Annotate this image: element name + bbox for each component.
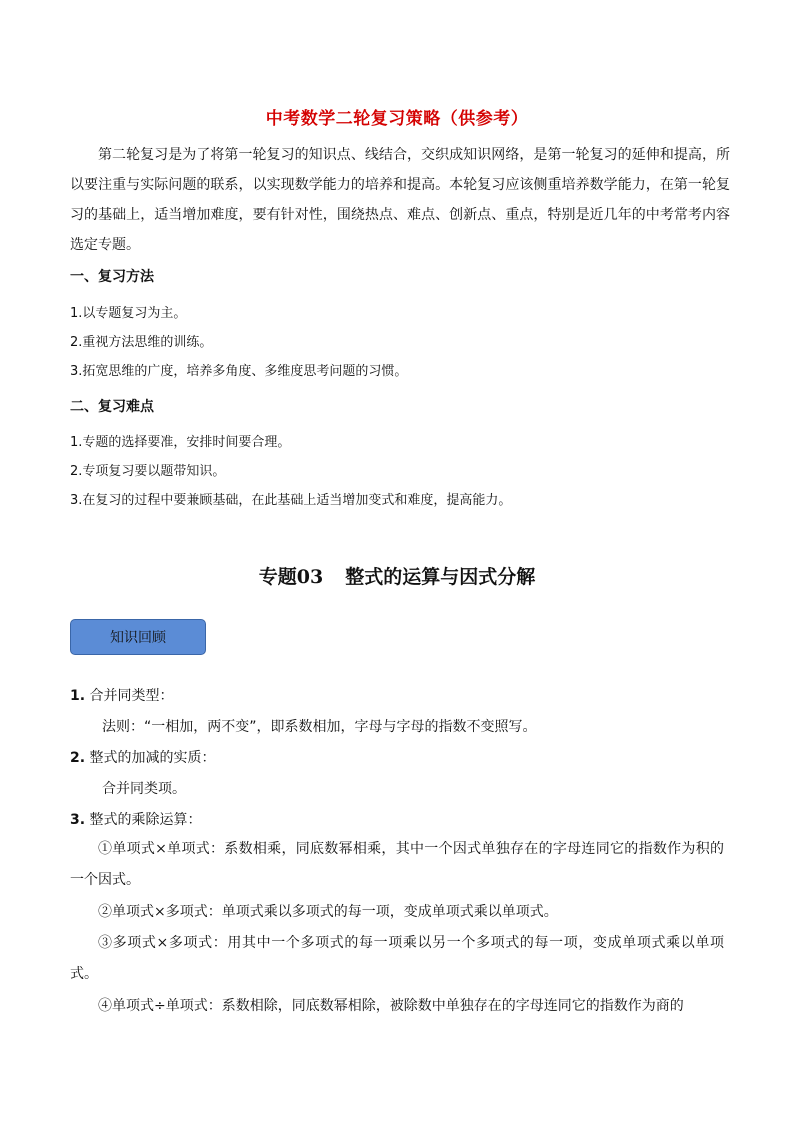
knowledge-number: 3. bbox=[70, 812, 86, 828]
knowledge-body-2: 合并同类项。 bbox=[102, 781, 186, 797]
knowledge-heading-1 bbox=[70, 685, 174, 705]
difficulty-item-2: 2.专项复习要以题带知识。 bbox=[70, 464, 226, 479]
topic-number: 专题03 bbox=[258, 566, 324, 588]
topic-title bbox=[0, 562, 794, 589]
section-heading-methods: 一、复习方法 bbox=[70, 269, 154, 285]
knowledge-title: 整式的加减的实质： bbox=[89, 750, 216, 766]
knowledge-number: 2. bbox=[70, 750, 86, 766]
badge-label: 知识回顾 bbox=[110, 630, 166, 646]
knowledge-body-1: 法则：“一相加，两不变”，即系数相加，字母与字母的指数不变照写。 bbox=[102, 719, 537, 735]
knowledge-heading-3 bbox=[70, 809, 202, 829]
knowledge-number: 1. bbox=[70, 688, 86, 704]
knowledge-heading-2 bbox=[70, 747, 216, 767]
method-item-2: 2.重视方法思维的训练。 bbox=[70, 335, 213, 350]
method-item-1: 1.以专题复习为主。 bbox=[70, 306, 187, 321]
difficulty-item-3: 3.在复习的过程中要兼顾基础，在此基础上适当增加变式和难度，提高能力。 bbox=[70, 493, 512, 508]
rule-item-4: ④单项式÷单项式：系数相除，同底数幂相除，被除数中单独存在的字母连同它的指数作为商的 bbox=[98, 998, 684, 1014]
intro-paragraph: 第二轮复习是为了将第一轮复习的知识点、线结合，交织成知识网络，是第一轮复习的延伸和提高，所以要注重与实际问题的联系，以实现数学能力的培养和提高。本轮复习应该侧重培养数学能力，在第一轮复习的基础上，适当增加难度，要有针对性，围绕热点、难点、创新点、重点，特别是近几年的中考常考内容选定专题。 bbox=[70, 147, 730, 253]
rule-item-1: ①单项式×单项式：系数相乘，同底数幂相乘，其中一个因式单独存在的字母连同它的指数作为积的一个因式。 bbox=[70, 841, 724, 888]
section-heading-difficulties: 二、复习难点 bbox=[70, 399, 154, 415]
topic-name: 整式的运算与因式分解 bbox=[345, 566, 536, 588]
rule-item-3: ③多项式×多项式：用其中一个多项式的每一项乘以另一个多项式的每一项，变成单项式乘以单项式。 bbox=[70, 935, 724, 982]
knowledge-title: 整式的乘除运算： bbox=[89, 812, 202, 828]
page-title: 中考数学二轮复习策略（供参考） bbox=[265, 109, 529, 129]
rule-item-2: ②单项式×多项式：单项式乘以多项式的每一项，变成单项式乘以单项式。 bbox=[98, 904, 558, 920]
knowledge-title: 合并同类型： bbox=[89, 688, 174, 704]
knowledge-review-badge bbox=[70, 619, 206, 655]
difficulty-item-1: 1.专题的选择要准，安排时间要合理。 bbox=[70, 435, 291, 450]
method-item-3: 3.拓宽思维的广度，培养多角度、多维度思考问题的习惯。 bbox=[70, 364, 408, 379]
